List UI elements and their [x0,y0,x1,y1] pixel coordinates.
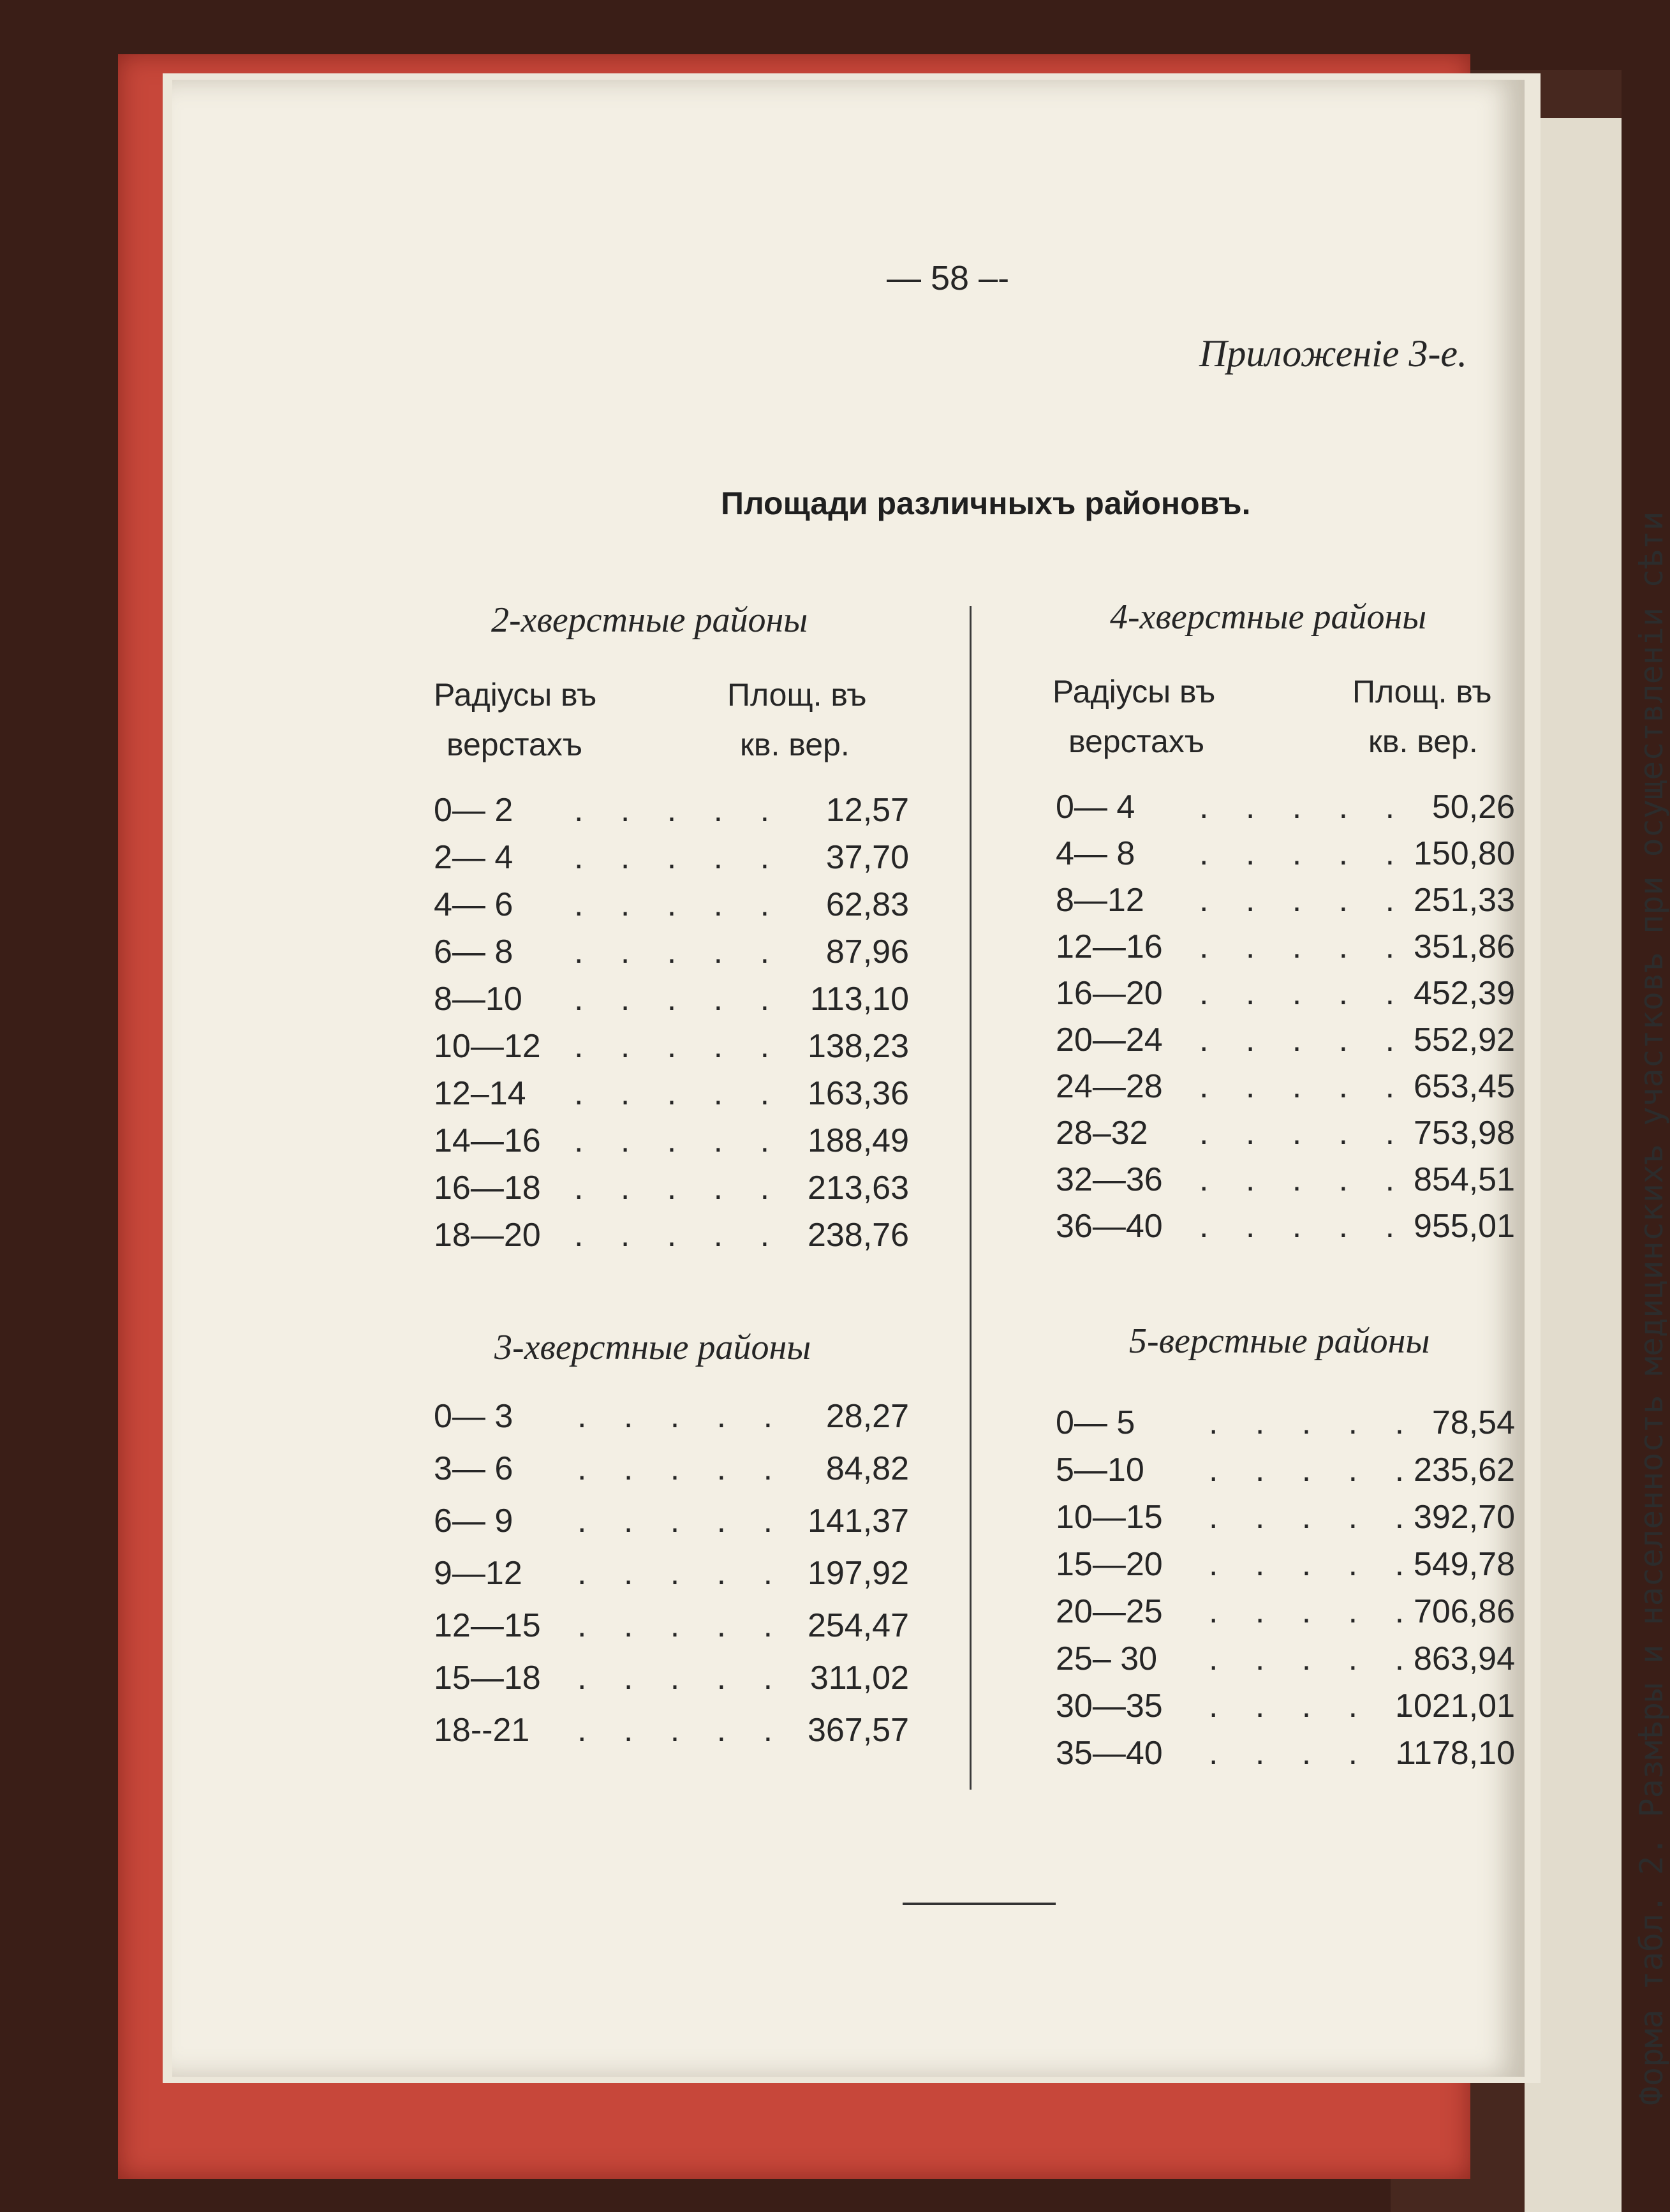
radius-header-line2-right: верстахъ [1068,724,1205,759]
table-row [1056,1114,1515,1161]
area-value: 50,26 [1431,789,1515,826]
radius-range: 2— 4 [434,839,514,876]
radius-range: 20—24 [1056,1021,1163,1058]
radius-range: 16—20 [1056,975,1163,1012]
table-row [1056,928,1515,975]
radius-range: 0— 4 [1056,789,1135,826]
radius-range: 9—12 [434,1555,522,1592]
area-value: 392,70 [1413,1499,1515,1536]
area-value: 188,49 [807,1122,909,1159]
leader-dots: . . . . . [574,1217,784,1254]
radius-range: 8—12 [1056,882,1144,919]
radius-range: 6— 8 [434,933,514,970]
leader-dots: . . . . . [574,1169,784,1206]
radius-header-line1-right: Радiусы въ [1053,674,1216,709]
area-value: 78,54 [1431,1404,1515,1441]
area-value: 84,82 [825,1450,909,1487]
area-value: 311,02 [809,1659,909,1696]
table-row [1056,788,1515,835]
area-value: 251,33 [1413,882,1515,919]
leader-dots: . . . . . [1209,1404,1419,1441]
table-row [1056,1451,1515,1498]
area-value: 197,92 [807,1555,909,1592]
leader-dots: . . . . . [574,792,784,829]
radius-range: 14—16 [434,1122,541,1159]
leader-dots: . . . . . [1199,1068,1409,1105]
leader-dots: . . . . . [1209,1640,1419,1677]
radius-range: 35—40 [1056,1735,1163,1772]
area-header-line1-right: Площ. въ [1352,674,1492,709]
radius-range: 10—15 [1056,1499,1163,1536]
leader-dots: . . . . . [577,1450,787,1487]
table-row [1056,1640,1515,1687]
area-value: 452,39 [1413,975,1515,1012]
table-row [1056,1592,1515,1640]
table-row [1056,1021,1515,1068]
page-number: — 58 –- [887,259,1010,297]
radius-range: 15—20 [1056,1546,1163,1583]
leader-dots: . . . . . [574,886,784,923]
radius-range: 18—20 [434,1217,541,1254]
leader-dots: . . . . . [577,1712,787,1749]
leader-dots: . . . . . [1209,1546,1419,1583]
book-page [172,80,1525,2077]
table-row [434,791,909,838]
area-value: 28,27 [825,1398,909,1435]
table-row [1056,1161,1515,1208]
radius-range: 16—18 [434,1169,541,1206]
area-value: 753,98 [1413,1115,1515,1152]
leader-dots: . . . . . [1199,1208,1409,1245]
area-value: 113,10 [809,981,909,1018]
leader-dots: . . . . . [1199,789,1409,826]
area-value: 163,36 [807,1075,909,1112]
radius-range: 3— 6 [434,1450,514,1487]
leader-dots: . . . . . [1209,1499,1419,1536]
table-row [1056,1207,1515,1254]
table-row [434,1607,909,1654]
leader-dots: . . . . . [1199,1115,1409,1152]
bottom-rule [903,1903,1056,1905]
leader-dots: . . . . . [1209,1735,1419,1772]
table-row [434,1554,909,1601]
table-row [434,1397,909,1444]
table-row [1056,835,1515,882]
area-value: 854,51 [1413,1161,1515,1198]
column-divider [970,606,972,1790]
area-value: 62,83 [825,886,909,923]
leader-dots: . . . . . [574,1028,784,1065]
leader-dots: . . . . . [1199,975,1409,1012]
radius-range: 12—15 [434,1607,541,1644]
area-value: 238,76 [807,1217,909,1254]
area-column-header [727,670,867,769]
section-heading-4verst: 4-хверстные районы [1110,597,1427,637]
leader-dots: . . . . . [1199,1161,1409,1198]
table-row [434,1659,909,1706]
leader-dots: . . . . . [1209,1593,1419,1630]
radius-range: 12—16 [1056,928,1163,965]
area-value: 955,01 [1413,1208,1515,1245]
leader-dots: . . . . . [577,1555,787,1592]
leader-dots: . . . . . [577,1398,787,1435]
table-row [434,838,909,886]
leader-dots: . . . . . [1199,928,1409,965]
radius-column-header [434,670,596,769]
page-title: Площади различныхъ районовъ. [721,486,1251,521]
radius-header-line2: верстахъ [447,727,583,762]
radius-range: 15—18 [434,1659,541,1696]
table-row [434,1502,909,1549]
table-row [1056,881,1515,928]
radius-range: 36—40 [1056,1208,1163,1245]
leader-dots: . . . . . [1199,1021,1409,1058]
leader-dots: . . . . . [577,1659,787,1696]
radius-range: 32—36 [1056,1161,1163,1198]
table-row [434,1169,909,1216]
area-value: 863,94 [1413,1640,1515,1677]
table-row [434,1216,909,1263]
area-value: 1021,01 [1395,1688,1515,1725]
area-header-line1: Площ. въ [727,677,867,713]
radius-range: 10—12 [434,1028,541,1065]
section-heading-3verst: 3-хверстные районы [494,1328,811,1367]
section-heading-5verst: 5-верстные районы [1129,1321,1430,1361]
area-value: 653,45 [1413,1068,1515,1105]
table-row [434,1074,909,1122]
table-row [434,980,909,1027]
radius-range: 20—25 [1056,1593,1163,1630]
radius-range: 0— 2 [434,792,514,829]
area-value: 213,63 [807,1169,909,1206]
area-value: 150,80 [1413,835,1515,872]
area-value: 1178,10 [1397,1735,1515,1772]
table-row [1056,1498,1515,1545]
area-value: 552,92 [1413,1021,1515,1058]
leader-dots: . . . . . [577,1503,787,1540]
table-row [1056,1687,1515,1734]
leader-dots: . . . . . [1199,882,1409,919]
table-row [1056,1404,1515,1451]
area-header-line2-right: кв. вер. [1368,724,1478,759]
area-value: 351,86 [1413,928,1515,965]
area-value: 37,70 [825,839,909,876]
radius-range: 5—10 [1056,1451,1144,1488]
leader-dots: . . . . . [574,1122,784,1159]
area-value: 235,62 [1413,1451,1515,1488]
table-row [434,1711,909,1758]
table-row [1056,1067,1515,1115]
radius-range: 24—28 [1056,1068,1163,1105]
area-value: 12,57 [825,792,909,829]
radius-column-header-right [1053,667,1215,766]
area-value: 549,78 [1413,1546,1515,1583]
area-header-line2: кв. вер. [740,727,850,762]
table-row [1056,1734,1515,1781]
leader-dots: . . . . . [574,839,784,876]
area-column-header-right [1352,667,1492,766]
leader-dots: . . . . . [577,1607,787,1644]
leader-dots: . . . . . [574,981,784,1018]
table-row [434,1027,909,1074]
radius-range: 0— 5 [1056,1404,1135,1441]
radius-range: 6— 9 [434,1503,514,1540]
table-row [1056,974,1515,1021]
table-row [1056,1545,1515,1592]
area-value: 254,47 [807,1607,909,1644]
radius-range: 18--21 [434,1712,530,1749]
radius-header-line1: Радiусы въ [434,677,597,713]
radius-range: 0— 3 [434,1398,514,1435]
leader-dots: . . . . . [1209,1451,1419,1488]
radius-range: 8—10 [434,981,522,1018]
table-row [434,886,909,933]
leader-dots: . . . . . [574,1075,784,1112]
radius-range: 30—35 [1056,1688,1163,1725]
area-value: 706,86 [1413,1593,1515,1630]
facing-page-text: Форма табл. 2. Размѣры и населенность медицинскихъ участковъ при осуществленiи сѣти [1633,511,1670,2105]
radius-range: 4— 6 [434,886,514,923]
radius-range: 28–32 [1056,1115,1148,1152]
leader-dots: . . . . . [574,933,784,970]
area-value: 87,96 [825,933,909,970]
appendix-label: Приложенiе 3-е. [1199,332,1468,375]
leader-dots: . . . . . [1199,835,1409,872]
area-value: 141,37 [807,1503,909,1540]
radius-range: 25– 30 [1056,1640,1158,1677]
radius-range: 4— 8 [1056,835,1135,872]
table-row [434,1122,909,1169]
table-row [434,933,909,980]
area-value: 138,23 [807,1028,909,1065]
table-row [434,1450,909,1497]
leader-dots: . . . . . [1209,1688,1419,1725]
section-heading-2verst: 2-хверстные районы [491,600,808,640]
radius-range: 12–14 [434,1075,526,1112]
area-value: 367,57 [807,1712,909,1749]
